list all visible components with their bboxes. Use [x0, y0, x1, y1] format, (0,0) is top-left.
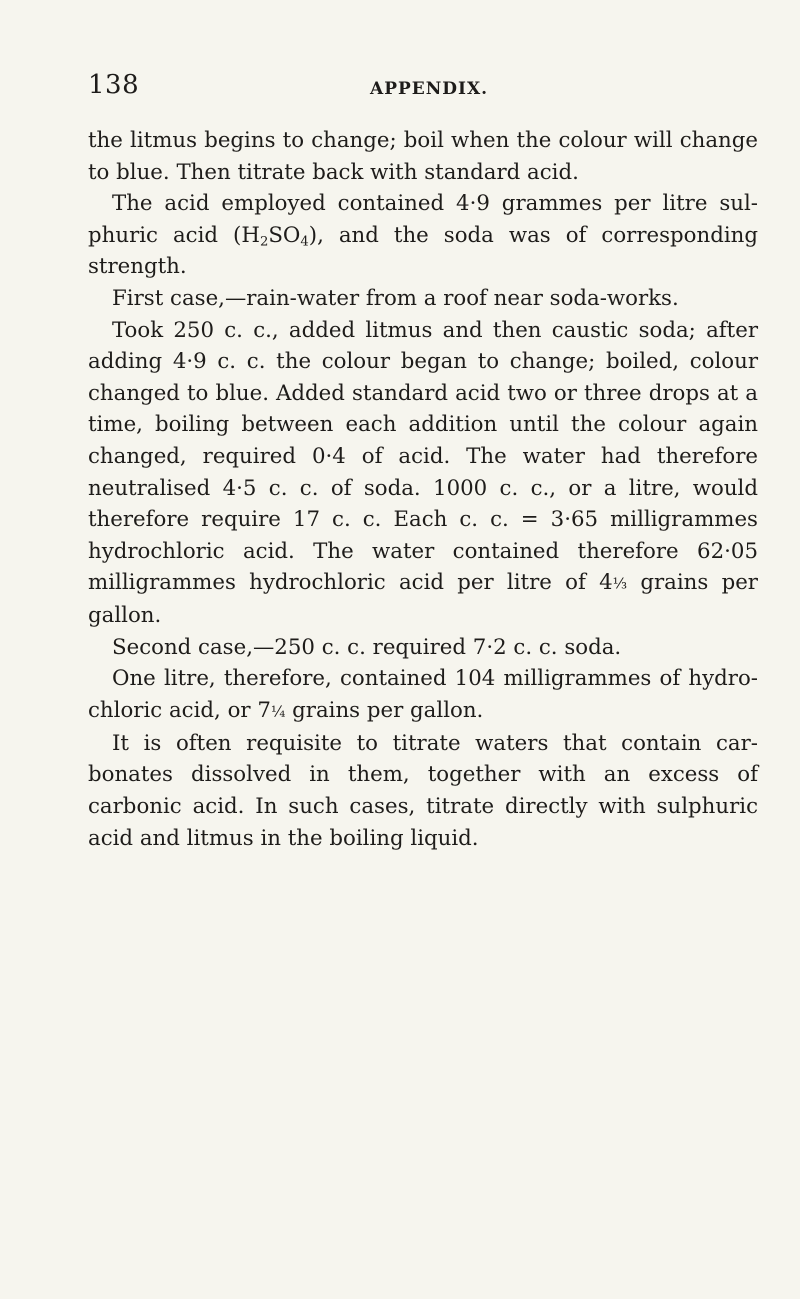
- paragraph-text: the litmus begins to change; boil when the colour will change to blue. Then titrate back with standard acid.: [88, 128, 758, 185]
- paragraph-text: ), and the soda was of corresponding strength.: [88, 222, 758, 280]
- paragraph-text: Took 250 c. c., added litmus and then caustic soda; after adding 4·9 c. c. the colour began to change; boiled, colour changed to blue. Added standard acid two or three drops at a time, boiling between each addition until the colour again changed, required 0·4 of acid. The water had therefore neutralised 4·5 c. c. of soda. 1000 c. c., or a litre, would therefore require 17 c. c. Each c. c. = 3·65 milligrammes hydrochloric acid. The water contained therefore 62·05 milligrammes hydrochloric acid per litre of 4: [88, 317, 758, 596]
- running-head: APPENDIX.: [370, 79, 489, 99]
- paragraph-carbonates: [88, 728, 758, 854]
- paragraph-one-litre: [88, 663, 758, 727]
- paragraph-text: First case,—rain-water from a roof near soda-works.: [112, 285, 679, 311]
- paragraph-text: The acid employed contained 4·9 grammes per litre sul-phuric acid (H: [88, 191, 758, 248]
- paragraph-acid-employed: [88, 188, 758, 283]
- paragraph-took-250: [88, 315, 758, 632]
- paragraph-continuation: [88, 125, 758, 188]
- paragraph-text: grains per gallon.: [285, 697, 484, 723]
- fraction: ⅓: [612, 574, 628, 593]
- paragraph-text: Second case,—250 c. c. required 7·2 c. c. soda.: [112, 634, 622, 660]
- paragraph-second-case: [88, 632, 758, 664]
- formula-text: SO: [268, 222, 301, 248]
- fraction: ¼: [270, 702, 286, 721]
- paragraph-text: One litre, therefore, contained 104 milligrammes of hydro-chloric acid, or 7: [88, 666, 758, 723]
- formula-subscript: 4: [300, 234, 309, 250]
- page-number: 138: [88, 70, 140, 100]
- paragraph-first-case: [88, 283, 758, 315]
- body-text: [88, 125, 758, 854]
- paragraph-text: It is often requisite to titrate waters that contain car-bonates dissolved in them, together with an excess of carbonic acid. In such cases, titrate directly with sulphuric acid and litmus in the boiling liquid.: [88, 730, 758, 851]
- formula-subscript: 2: [259, 234, 269, 250]
- page-header: [88, 70, 752, 110]
- paragraph-text: grains per gallon.: [88, 570, 758, 629]
